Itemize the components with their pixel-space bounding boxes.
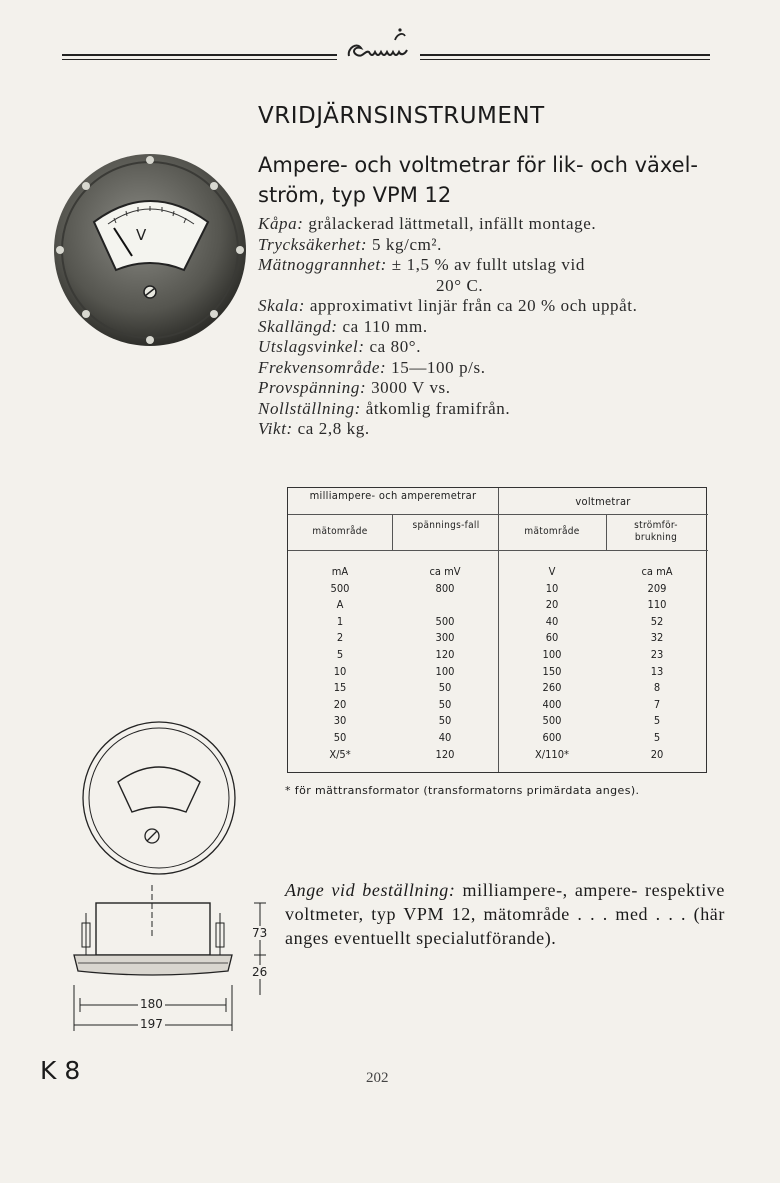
table-cell: V bbox=[548, 565, 556, 578]
spec-row bbox=[258, 358, 728, 379]
dim-height-label: 73 bbox=[252, 926, 268, 940]
spec-row bbox=[258, 399, 728, 420]
table-cell: 600 bbox=[542, 730, 562, 744]
table-cell: 20 bbox=[545, 598, 559, 612]
spec-label: Skala: bbox=[258, 296, 306, 315]
table-cell: 2 bbox=[336, 631, 344, 645]
table-cell: X/110* bbox=[535, 747, 569, 761]
table-cell: A bbox=[336, 598, 344, 612]
spec-value: grålackerad lättmetall, infällt montage. bbox=[308, 214, 597, 233]
table-cell: 23 bbox=[650, 647, 664, 661]
table-cell: ca mA bbox=[641, 565, 673, 578]
spec-value: ca 80°. bbox=[369, 337, 422, 356]
spec-row bbox=[258, 419, 728, 440]
spec-label: Nollställning: bbox=[258, 398, 361, 418]
page-code: K 8 bbox=[40, 1056, 81, 1085]
table-cell: mA bbox=[331, 565, 349, 578]
spec-row bbox=[258, 255, 728, 276]
table-cell: 50 bbox=[333, 730, 347, 744]
table-cell: 20 bbox=[333, 697, 347, 711]
table-cell: 150 bbox=[542, 664, 562, 678]
header-rule-right bbox=[420, 54, 710, 56]
side-view-drawing bbox=[60, 885, 280, 1035]
header-rule-left-2 bbox=[62, 59, 337, 60]
order-label: Ange vid beställning: bbox=[285, 880, 456, 900]
table-cell: X/5* bbox=[329, 747, 351, 761]
table-divider-left bbox=[392, 514, 393, 550]
spec-value: 15—100 p/s. bbox=[391, 357, 486, 377]
table-cell bbox=[392, 597, 498, 614]
table-cell: 120 bbox=[435, 647, 455, 661]
page-title: VRIDJÄRNSINSTRUMENT bbox=[258, 103, 545, 129]
front-view-drawing bbox=[74, 720, 244, 880]
spec-row bbox=[258, 317, 728, 338]
table-cell: 50 bbox=[438, 714, 452, 728]
table-cell: 800 bbox=[435, 581, 455, 595]
table-col-drop bbox=[392, 564, 498, 763]
table-col-current bbox=[606, 564, 708, 763]
dim-width-inner-label: 180 bbox=[140, 997, 163, 1011]
table-cell: 13 bbox=[650, 664, 664, 678]
table-cell: ca mV bbox=[429, 565, 461, 578]
brand-logo bbox=[345, 22, 417, 74]
table-group-left: milliampere- och amperemetrar bbox=[309, 489, 477, 502]
table-cell: 30 bbox=[333, 714, 347, 728]
spec-label: Mätnoggrannhet: bbox=[258, 255, 387, 274]
table-col-range bbox=[288, 564, 392, 763]
table-cell: 20 bbox=[650, 747, 664, 761]
spec-value: åtkomlig framifrån. bbox=[365, 398, 511, 418]
spec-row bbox=[258, 276, 728, 297]
spec-value: 5 kg/cm². bbox=[371, 234, 442, 254]
spec-value: approximativt linjär från ca 20 % och uppåt. bbox=[309, 296, 638, 315]
table-cell: 120 bbox=[435, 747, 455, 761]
spec-row bbox=[258, 214, 728, 235]
table-cell: 5 bbox=[653, 730, 661, 744]
table-cell: 10 bbox=[333, 664, 347, 678]
table-cell: 40 bbox=[438, 730, 452, 744]
page-number: 202 bbox=[366, 1070, 389, 1086]
table-cell: 52 bbox=[650, 614, 664, 628]
table-rule-group-right bbox=[498, 514, 708, 515]
table-footnote: * för mättransformator (transformatorns primärdata anges). bbox=[285, 784, 640, 797]
table-cell: 100 bbox=[435, 664, 455, 678]
table-cell: 260 bbox=[542, 681, 562, 695]
meter-photo bbox=[52, 152, 248, 348]
spec-value: ca 2,8 kg. bbox=[297, 419, 370, 438]
data-table bbox=[287, 487, 707, 773]
table-rule-head bbox=[288, 550, 708, 551]
spec-label: Skallängd: bbox=[258, 316, 338, 336]
table-group-right: voltmetrar bbox=[575, 495, 631, 508]
spec-value: ± 1,5 % av fullt utslag vid bbox=[391, 255, 585, 274]
table-divider-right bbox=[606, 514, 607, 550]
spec-row bbox=[258, 378, 728, 399]
table-cell: 5 bbox=[653, 714, 661, 728]
spec-label: Vikt: bbox=[258, 419, 293, 438]
table-cell: 209 bbox=[647, 581, 667, 595]
spec-row bbox=[258, 235, 728, 256]
table-cell: 300 bbox=[435, 631, 455, 645]
table-cell: 8 bbox=[653, 681, 661, 695]
table-header-drop: spännings-fall bbox=[412, 520, 480, 531]
table-cell: 15 bbox=[333, 681, 347, 695]
table-cell: 110 bbox=[647, 598, 667, 612]
table-cell: 1 bbox=[336, 614, 344, 628]
page-subtitle bbox=[258, 150, 728, 210]
spec-row bbox=[258, 296, 728, 317]
spec-label: Provspänning: bbox=[258, 378, 367, 397]
spec-list bbox=[258, 214, 728, 440]
header-rule-left bbox=[62, 54, 337, 56]
photo-scale-mark: V bbox=[136, 226, 147, 244]
spec-label: Utslagsvinkel: bbox=[258, 337, 365, 356]
table-cell: 500 bbox=[542, 714, 562, 728]
table-col-range-2 bbox=[498, 564, 606, 763]
order-note bbox=[285, 878, 725, 950]
order-text: milliampere-, ampere- respektive voltmeter, typ VPM 12, mätområde . . . med . . . (här anges eventuellt specialutförande). bbox=[285, 880, 725, 948]
table-cell: 50 bbox=[438, 697, 452, 711]
spec-row bbox=[258, 337, 728, 358]
table-cell: 50 bbox=[438, 681, 452, 695]
table-header-range: mätområde bbox=[312, 526, 368, 537]
spec-label: Frekvensområde: bbox=[258, 357, 387, 377]
dim-width-outer-label: 197 bbox=[140, 1017, 163, 1031]
spec-label: Kåpa: bbox=[258, 214, 304, 233]
table-rule-group-left bbox=[288, 514, 498, 515]
dim-depth-label: 26 bbox=[252, 965, 268, 979]
table-cell: 100 bbox=[542, 647, 562, 661]
spec-label: Trycksäkerhet: bbox=[258, 234, 368, 254]
header-rule-right-2 bbox=[420, 59, 710, 60]
subtitle-text: Ampere- och voltmetrar för lik- och växel-ström, typ VPM 12 bbox=[258, 153, 698, 207]
table-cell: 400 bbox=[542, 697, 562, 711]
table-header-current: strömför-brukning bbox=[634, 520, 678, 543]
table-header-range-2: mätområde bbox=[524, 526, 580, 537]
spec-value: ca 110 mm. bbox=[342, 316, 428, 336]
table-cell: 500 bbox=[435, 614, 455, 628]
table-cell: 32 bbox=[650, 631, 664, 645]
table-cell: 500 bbox=[330, 581, 350, 595]
spec-value: 20° C. bbox=[436, 275, 484, 295]
table-cell: 40 bbox=[545, 614, 559, 628]
table-cell: 7 bbox=[653, 697, 661, 711]
table-cell: 60 bbox=[545, 631, 559, 645]
table-cell: 5 bbox=[336, 647, 344, 661]
table-cell: 10 bbox=[545, 581, 559, 595]
spec-value: 3000 V vs. bbox=[371, 378, 451, 397]
logo-script-icon bbox=[345, 22, 417, 66]
